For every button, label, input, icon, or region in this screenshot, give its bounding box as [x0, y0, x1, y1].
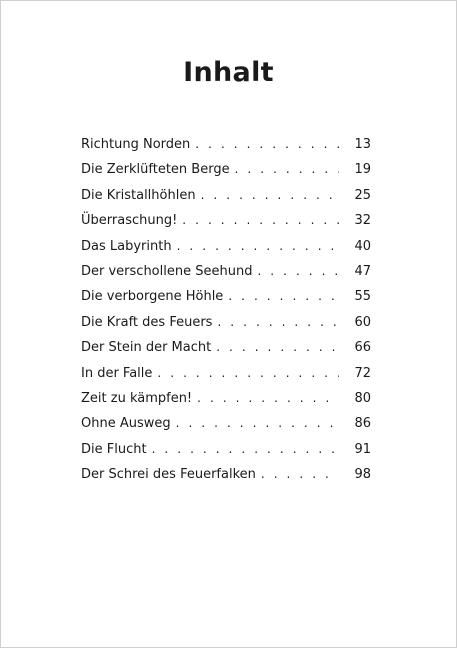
toc-entry [81, 386, 371, 411]
dot-leader [201, 183, 339, 208]
dot-leader [261, 462, 339, 487]
toc-entry-page: 40 [354, 238, 371, 254]
toc-entry [81, 361, 371, 386]
dot-leader [195, 132, 339, 157]
toc-entry-page: 25 [354, 187, 371, 203]
dot-leader [217, 310, 339, 335]
dot-leader [228, 284, 339, 309]
dot-leader [235, 157, 339, 182]
dot-leader [176, 411, 339, 436]
toc-entry-page: 19 [354, 162, 371, 178]
toc-entry-page: 60 [354, 314, 371, 330]
toc-entry-page: 66 [354, 340, 371, 356]
toc-entry-title: Richtung Norden [81, 137, 191, 152]
toc-entry-page: 13 [354, 137, 371, 152]
page-title: Inhalt [183, 57, 274, 88]
toc-entry [81, 157, 371, 182]
toc-entry-title: Der Schrei des Feuerfalken [81, 467, 256, 483]
dot-leader [182, 208, 339, 233]
dot-leader [152, 437, 339, 462]
toc-entry [81, 132, 371, 157]
toc-entry-title: Die verborgene Höhle [81, 289, 224, 305]
toc-entry [81, 208, 371, 233]
toc-entry-title: Überraschung! [81, 213, 178, 229]
toc-entry-page: 72 [354, 365, 371, 381]
toc-entry-title: Das Labyrinth [81, 238, 172, 254]
toc-entry-title: Zeit zu kämpfen! [81, 390, 193, 406]
toc-entry-title: Der Stein der Macht [81, 340, 212, 356]
toc-entry-title: Die Zerklüfteten Berge [81, 162, 230, 178]
dot-leader [157, 361, 339, 386]
toc-entry-page: 55 [354, 289, 371, 305]
toc-entry [81, 335, 371, 360]
toc-entry-title: Die Kraft des Feuers [81, 314, 213, 330]
toc-entry [81, 259, 371, 284]
toc-entry-page: 91 [354, 441, 371, 457]
toc-entry-title: Ohne Ausweg [81, 416, 171, 432]
toc-entry [81, 310, 371, 335]
toc-entry-page: 86 [354, 416, 371, 432]
toc-entry-page: 98 [354, 467, 371, 483]
toc-entry-title: In der Falle [81, 365, 153, 381]
toc-entry [81, 411, 371, 436]
toc-entry-title: Die Flucht [81, 441, 147, 457]
dot-leader [177, 234, 339, 259]
dot-leader [197, 386, 339, 411]
toc-entry-page: 32 [354, 213, 371, 229]
dot-leader [216, 335, 339, 360]
toc-entry [81, 284, 371, 309]
toc-entry [81, 462, 371, 487]
toc-entry-page: 80 [354, 390, 371, 406]
table-of-contents [81, 132, 371, 487]
toc-entry [81, 234, 371, 259]
toc-entry [81, 437, 371, 462]
toc-entry-page: 47 [354, 263, 371, 279]
dot-leader [257, 259, 339, 284]
toc-entry [81, 183, 371, 208]
toc-entry-title: Die Kristallhöhlen [81, 187, 196, 203]
toc-entry-title: Der verschollene Seehund [81, 263, 253, 279]
